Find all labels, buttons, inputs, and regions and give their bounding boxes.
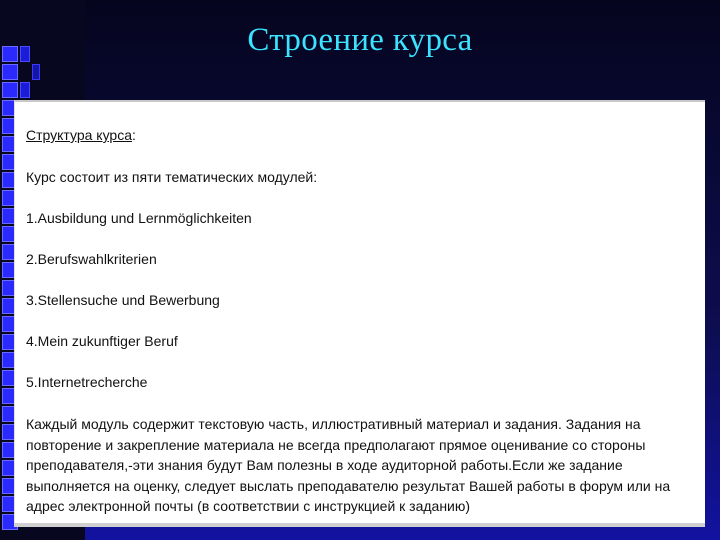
content-panel bbox=[14, 100, 705, 523]
paragraph-line: преподавателя,-эти знания будут Вам полезны в ходе аудиторной работы.Если же задание bbox=[26, 457, 623, 473]
module-item-4: 4.Mein zukunftiger Beruf bbox=[26, 333, 178, 349]
course-structure-heading bbox=[26, 127, 136, 143]
module-item-5: 5.Internetrecherche bbox=[26, 374, 148, 390]
decor-square bbox=[2, 82, 18, 98]
description-paragraph bbox=[26, 414, 706, 517]
heading-colon: : bbox=[132, 127, 136, 143]
decor-square bbox=[2, 64, 18, 80]
decor-square bbox=[20, 82, 30, 98]
module-item-3: 3.Stellensuche und Bewerbung bbox=[26, 292, 220, 308]
paragraph-line: выполняется на оценку, следует выслать преподавателю результат Вашей работы в форум или на bbox=[26, 477, 671, 494]
slide-title: Строение курса bbox=[247, 22, 473, 58]
intro-text: Курс состоит из пяти тематических модулей: bbox=[26, 169, 318, 185]
paragraph-line: адрес электронной почты (в соответствии с инструкцией к заданию) bbox=[26, 498, 471, 514]
paragraph-line: повторение и закрепление материала не всегда предполагают прямое оценивание со стороны bbox=[26, 436, 646, 453]
module-item-1: 1.Ausbildung und Lernmöglichkeiten bbox=[26, 210, 252, 226]
module-item-2: 2.Berufswahlkriterien bbox=[26, 251, 157, 267]
course-structure-link[interactable]: Структура курса bbox=[26, 127, 133, 143]
decor-square bbox=[32, 64, 40, 80]
paragraph-line: Каждый модуль содержит текстовую часть, иллюстративный материал и задания. Задания на bbox=[26, 416, 641, 432]
